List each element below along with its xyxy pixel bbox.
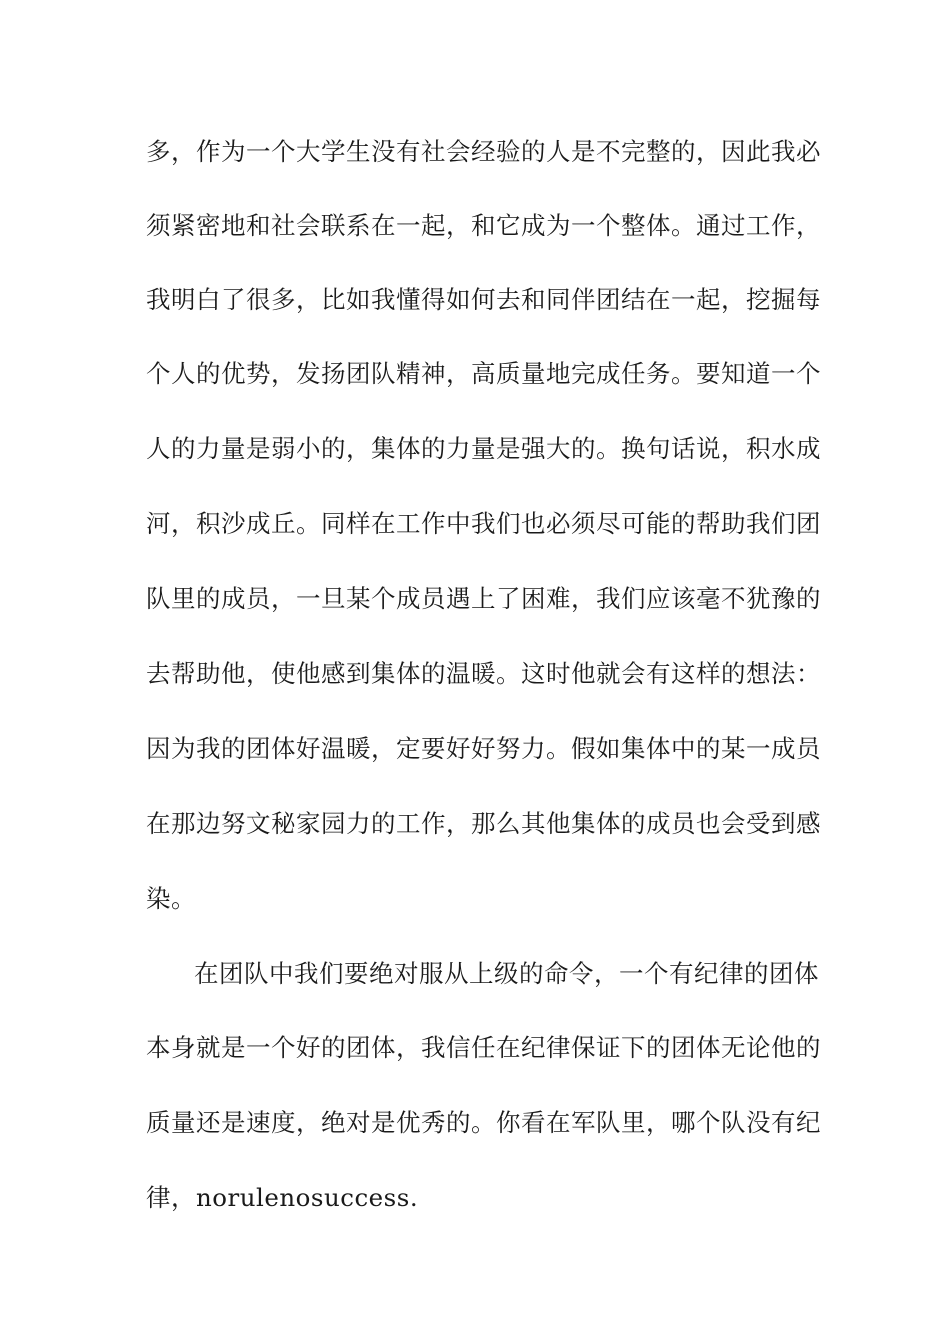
paragraph-line: 质量还是速度，绝对是优秀的。你看在军队里，哪个队没有纪 [146,1108,821,1137]
paragraph-line: 因为我的团体好温暖，定要好好努力。假如集体中的某一成员 [146,734,821,763]
paragraph-line: 须紧密地和社会联系在一起，和它成为一个整体。通过工作， [146,211,821,240]
paragraph-line: 队里的成员，一旦某个成员遇上了困难，我们应该毫不犹豫的 [146,584,821,613]
paragraph-first-line: 在团队中我们要绝对服从上级的命令，一个有纪律的团体 [194,959,819,988]
paragraph-line: 我明白了很多，比如我懂得如何去和同伴团结在一起，挖掘每 [146,285,821,314]
paragraph-line: 个人的优势，发扬团队精神，高质量地完成任务。要知道一个 [146,359,821,388]
paragraph-line: 去帮助他，使他感到集体的温暖。这时他就会有这样的想法： [146,659,821,688]
paragraph-line: 本身就是一个好的团体，我信任在纪律保证下的团体无论他的 [146,1033,821,1062]
paragraph-line: 律，norulenosuccess. [146,1183,419,1212]
paragraph-line: 河，积沙成丘。同样在工作中我们也必须尽可能的帮助我们团 [146,509,821,538]
paragraph-line: 在那边努文秘家园力的工作，那么其他集体的成员也会受到感 [146,809,821,838]
paragraph-line: 人的力量是弱小的，集体的力量是强大的。换句话说，积水成 [146,434,821,463]
paragraph-line: 多，作为一个大学生没有社会经验的人是不完整的，因此我必 [146,137,821,166]
paragraph-line: 染。 [146,884,196,913]
